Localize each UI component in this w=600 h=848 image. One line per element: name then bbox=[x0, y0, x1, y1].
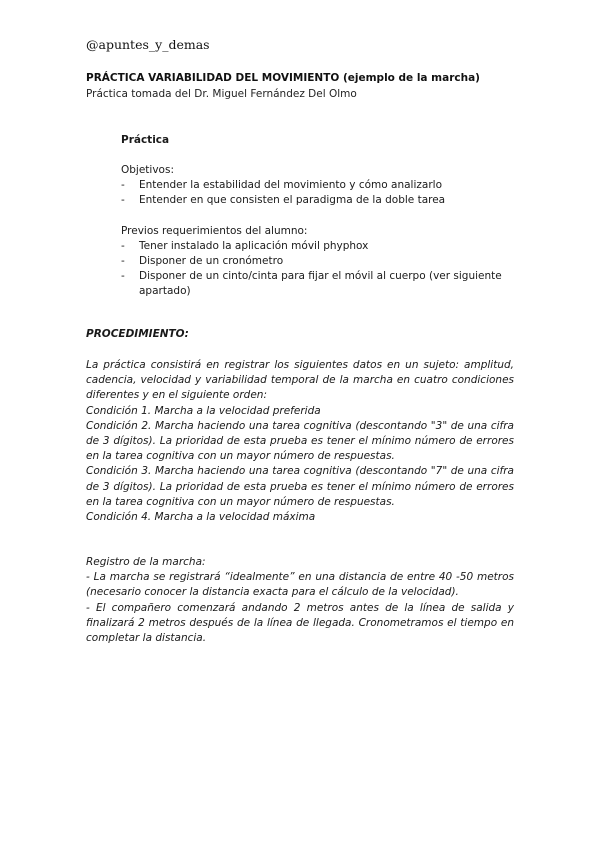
objectives-list bbox=[121, 178, 521, 208]
document-title: PRÁCTICA VARIABILIDAD DEL MOVIMIENTO (ejemplo de la marcha) bbox=[86, 72, 480, 84]
registro-item: - La marcha se registrará “idealmente” en una distancia de entre 40 -50 metros (necesario conocer la distancia exacta para el cálculo de la velocidad). bbox=[86, 571, 514, 599]
condition-item: Condición 3. Marcha haciendo una tarea cognitiva (descontando "7" de una cifra de 3 dígitos). La prioridad de esta prueba es tener el mínimo número de errores en la tarea cognitiva con un mayor número de respuestas. bbox=[86, 465, 514, 508]
author-handle: @apuntes_y_demas bbox=[86, 37, 210, 52]
registro-heading: Registro de la marcha: bbox=[86, 556, 206, 568]
document-subtitle: Práctica tomada del Dr. Miguel Fernández Del Olmo bbox=[86, 88, 357, 100]
list-item: - Entender en que consisten el paradigma de la doble tarea bbox=[121, 193, 521, 208]
registro-section bbox=[86, 555, 514, 646]
list-item: - Tener instalado la aplicación móvil phyphox bbox=[121, 239, 521, 254]
registro-item: - El compañero comenzará andando 2 metros antes de la línea de salida y finalizará 2 metros después de la línea de llegada. Cronometramos el tiempo en completar la distancia. bbox=[86, 601, 514, 645]
practica-heading: Práctica bbox=[121, 134, 170, 146]
condition-item: Condición 2. Marcha haciendo una tarea cognitiva (descontando "3" de una cifra de 3 dígitos). La prioridad de esta prueba es tener el mínimo número de errores en la tarea cognitiva con un mayor número de respuestas. bbox=[86, 419, 514, 463]
objectives-label: Objetivos: bbox=[121, 164, 174, 176]
list-item: - Entender la estabilidad del movimiento y cómo analizarlo bbox=[121, 178, 521, 193]
condition-item: Condición 1. Marcha a la velocidad preferida bbox=[86, 404, 321, 417]
procedimiento-body bbox=[86, 358, 514, 525]
procedimiento-heading: PROCEDIMIENTO: bbox=[86, 328, 189, 340]
requirements-label: Previos requerimientos del alumno: bbox=[121, 225, 308, 237]
procedimiento-intro: La práctica consistirá en registrar los siguientes datos en un sujeto: amplitud, cadencia, velocidad y variabilidad temporal de la marcha en cuatro condiciones diferentes y en el siguiente orden: bbox=[86, 359, 514, 402]
requirements-list bbox=[121, 239, 521, 299]
list-item: - Disponer de un cinto/cinta para fijar el móvil al cuerpo (ver siguiente apartado) bbox=[121, 269, 521, 299]
list-item: - Disponer de un cronómetro bbox=[121, 254, 521, 269]
condition-item: Condición 4. Marcha a la velocidad máxima bbox=[86, 511, 316, 524]
